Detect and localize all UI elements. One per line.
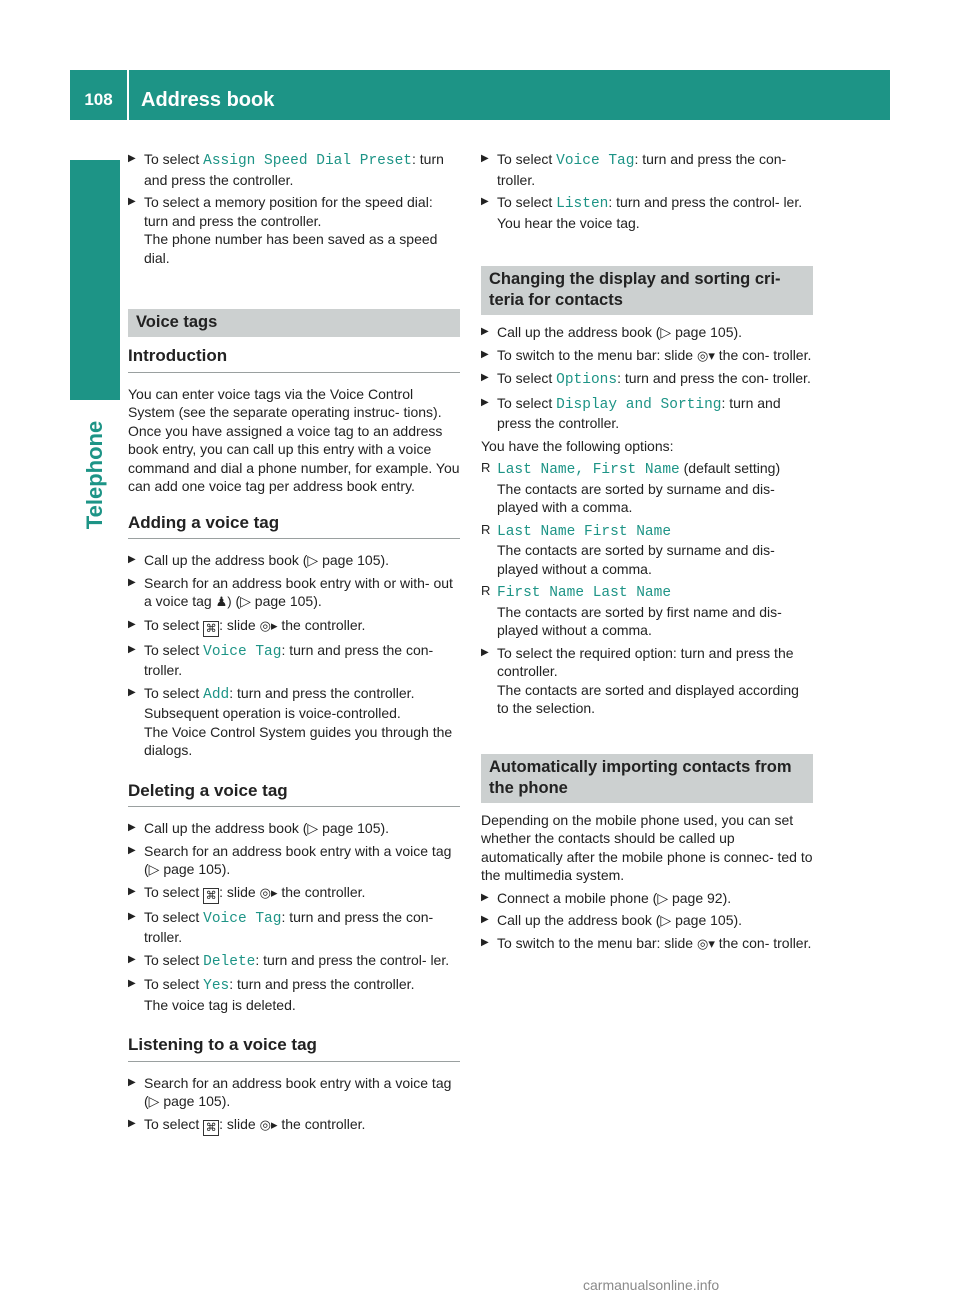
arrow-icon: ▶ — [128, 885, 136, 897]
subheading-deleting: Deleting a voice tag — [128, 782, 460, 808]
options-intro: You have the following options: — [481, 437, 674, 454]
step: ▶ Call up the address book (▷ page 105). — [128, 820, 390, 836]
step: ▶ To select Yes: turn and press the controller. The voice tag is deleted. — [128, 976, 415, 1013]
arrow-icon: ▶ — [128, 576, 136, 588]
section-heading-changing-display: Changing the display and sorting cri- teria for contacts — [481, 266, 813, 315]
arrow-icon: ▶ — [128, 910, 136, 922]
step: ▶ To select a memory position for the speed dial: turn and press the controller. The phone number has been saved as a speed dial. — [128, 194, 438, 266]
option-code: Last Name First Name — [497, 523, 672, 540]
step-note: The phone number has been saved as a speed dial. — [144, 231, 438, 266]
step: ▶ Connect a mobile phone (▷ page 92). — [481, 889, 732, 906]
arrow-icon: ▶ — [128, 953, 136, 965]
menu-icon: ⌘ — [203, 888, 219, 904]
bullet-icon: R — [481, 460, 491, 475]
side-tab-block — [70, 160, 120, 400]
menu-item-code: Listen — [556, 196, 609, 212]
arrow-icon: ▶ — [481, 348, 489, 360]
auto-import-text: Depending on the mobile phone used, you can set whether the contacts should be called up automatically after the mobile phone is connec- ted to the multimedia system. — [481, 811, 813, 883]
subheading-adding: Adding a voice tag — [128, 514, 460, 540]
slide-down-icon: ◎▾ — [697, 347, 715, 363]
step: ▶ To select Assign Speed Dial Preset: turn and press the controller. — [128, 151, 444, 188]
menu-item-code: Assign Speed Dial Preset — [203, 153, 412, 169]
page-number: 108 — [84, 90, 113, 109]
arrow-icon: ▶ — [128, 822, 136, 833]
step: ▶ Search for an address book entry with or with- out a voice tag ♟) (▷ page 105). — [128, 574, 460, 612]
arrow-icon: ▶ — [128, 1117, 136, 1129]
step: ▶ To select Add: turn and press the controller. Subsequent operation is voice-controlled. The Voice Control System guides you through the dialogs. — [128, 684, 453, 758]
arrow-icon: ▶ — [481, 153, 489, 164]
step: ▶ To select ⌘ : slide ◎▸ the controller. — [128, 1115, 366, 1134]
arrow-icon: ▶ — [128, 554, 136, 565]
arrow-icon: ▶ — [128, 844, 136, 856]
subheading-listening: Listening to a voice tag — [128, 1036, 460, 1062]
bullet-icon: R — [481, 521, 491, 537]
step: ▶ To select Voice Tag: turn and press the con- troller. — [128, 908, 434, 945]
option-item: R Last Name First Name The contacts are sorted by surname and dis- played without a comma. — [481, 521, 775, 577]
arrow-icon: ▶ — [128, 643, 136, 655]
step: ▶ To select Delete: turn and press the control- ler. — [128, 951, 450, 970]
step: ▶ Call up the address book (▷ page 105). — [481, 324, 743, 340]
right-column — [481, 150, 813, 957]
slide-right-icon: ◎▸ — [259, 884, 278, 900]
subheading-introduction: Introduction — [128, 347, 460, 373]
arrow-icon: ▶ — [128, 618, 136, 630]
side-tab — [70, 400, 120, 550]
step: ▶ To select ⌘ : slide ◎▸ the controller. — [128, 883, 366, 902]
arrow-icon: ▶ — [481, 196, 489, 207]
step: ▶ To select Display and Sorting: turn and press the controller. — [481, 394, 781, 431]
side-tab-label: Telephone — [82, 420, 107, 530]
step: ▶ To select ⌘ : slide ◎▸ the controller. — [128, 616, 366, 635]
bullet-icon: R — [481, 583, 491, 598]
menu-item-code: Display and Sorting — [556, 396, 722, 413]
menu-item-code: Add — [203, 686, 230, 703]
step: ▶ Search for an address book entry with a voice tag (▷ page 105). — [128, 842, 452, 877]
step: ▶ To select Options: turn and press the con- troller. — [481, 370, 811, 388]
header-divider — [127, 70, 129, 120]
slide-right-icon: ◎▸ — [259, 1116, 278, 1132]
watermark: carmanualsonline.info — [583, 1277, 720, 1293]
section-heading-auto-import: Automatically importing contacts from the phone — [481, 754, 813, 803]
step: ▶ To switch to the menu bar: slide ◎▾ the con- troller. — [481, 346, 813, 366]
step: ▶ Call up the address book (▷ page 105). — [128, 552, 390, 568]
left-column — [128, 150, 460, 1140]
option-item: R Last Name, First Name (default setting) The contacts are sorted by surname and dis- played with a comma. — [481, 460, 781, 515]
step: ▶ Search for an address book entry with a voice tag (▷ page 105). — [128, 1074, 452, 1109]
menu-item-code: Delete — [203, 953, 256, 970]
voice-tag-icon: ♟) — [215, 594, 232, 609]
step: ▶ To select Voice Tag: turn and press the con- troller. — [128, 641, 434, 678]
menu-icon: ⌘ — [203, 621, 219, 637]
introduction-text: You can enter voice tags via the Voice Control System (see the separate operating instruc- tions). Once you have assigned a voice tag to an address book entry, you can call up this entry with a voice command and dial a phone number, for example. You can add one voice tag per address book entry. — [128, 385, 460, 494]
option-code: First Name Last Name — [497, 585, 672, 601]
option-item: R First Name Last Name The contacts are sorted by first name and dis- played without a comma. — [481, 583, 782, 638]
arrow-icon: ▶ — [128, 196, 136, 207]
page-title: Address book — [141, 89, 275, 111]
arrow-icon: ▶ — [481, 891, 489, 903]
step: ▶ To select the required option: turn and press the controller. The contacts are sorted and displayed according to the selection. — [481, 644, 799, 716]
menu-item-code: Voice Tag — [203, 643, 282, 660]
arrow-icon: ▶ — [481, 372, 489, 383]
arrow-icon: ▶ — [481, 646, 489, 658]
slide-right-icon: ◎▸ — [259, 617, 278, 633]
arrow-icon: ▶ — [481, 914, 489, 925]
menu-item-code: Voice Tag — [203, 910, 282, 927]
step: ▶ To switch to the menu bar: slide ◎▾ the con- troller. — [481, 934, 813, 954]
arrow-icon: ▶ — [128, 686, 136, 698]
step: ▶ Call up the address book (▷ page 105). — [481, 912, 743, 928]
menu-item-code: Voice Tag — [556, 153, 635, 169]
section-heading-voice-tags: Voice tags — [128, 309, 460, 337]
menu-icon: ⌘ — [203, 1120, 219, 1136]
arrow-icon: ▶ — [128, 978, 136, 989]
arrow-icon: ▶ — [481, 396, 489, 408]
arrow-icon: ▶ — [481, 326, 489, 337]
arrow-icon: ▶ — [481, 936, 489, 948]
arrow-icon: ▶ — [128, 153, 136, 164]
slide-down-icon: ◎▾ — [697, 935, 715, 951]
arrow-icon: ▶ — [128, 1076, 136, 1088]
menu-item-code: Options — [556, 372, 618, 388]
step: ▶ To select Listen: turn and press the control- ler. You hear the voice tag. — [481, 194, 803, 231]
option-code: Last Name, First Name — [497, 462, 680, 478]
menu-item-code: Yes — [203, 978, 230, 994]
step: ▶ To select Voice Tag: turn and press the con- troller. — [481, 151, 787, 188]
